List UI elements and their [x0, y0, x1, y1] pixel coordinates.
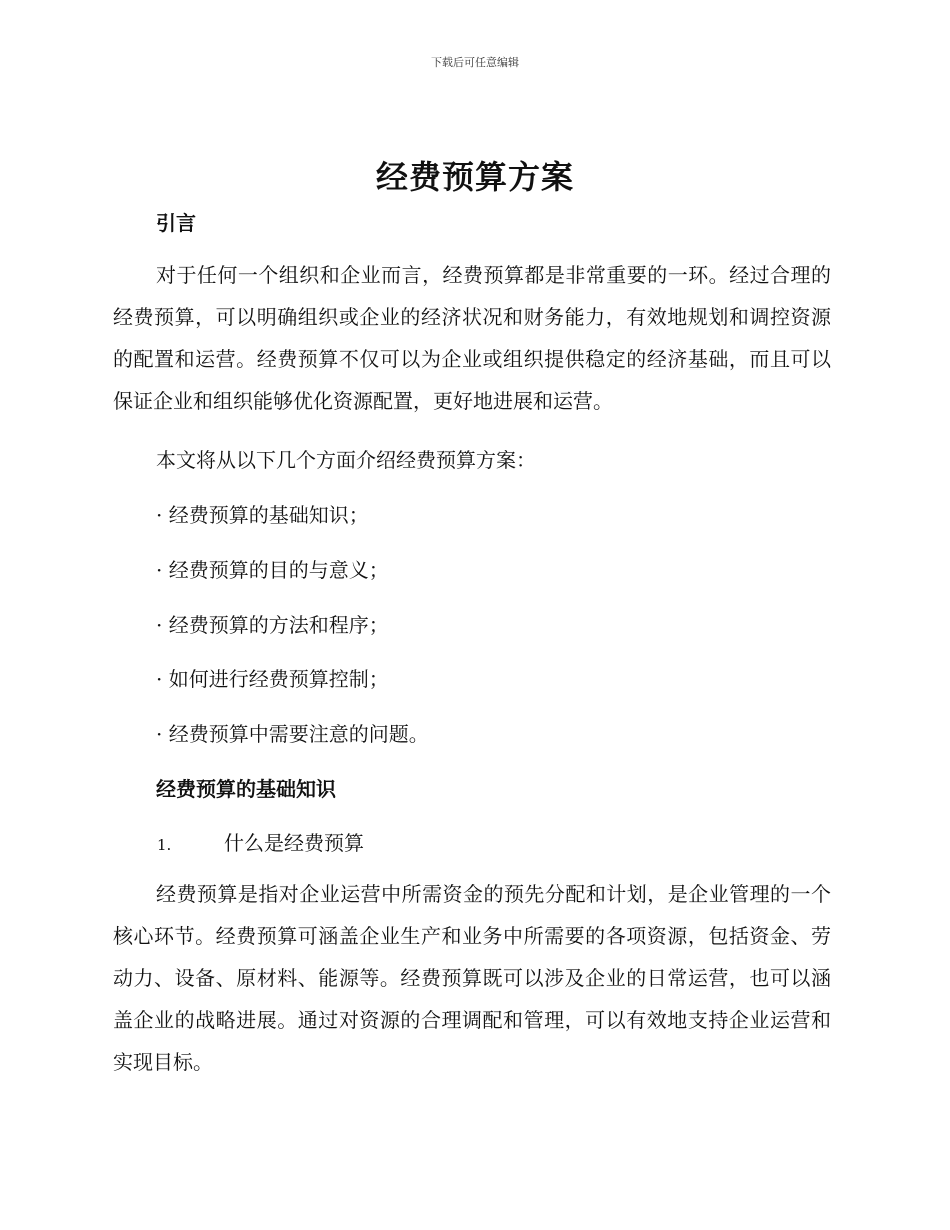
outline-intro: 本文将从以下几个方面介绍经费预算方案：: [156, 448, 536, 472]
bullet-item: · 经费预算的目的与意义；: [156, 558, 389, 582]
bullet-item: · 经费预算中需要注意的问题。: [156, 722, 429, 746]
intro-paragraph: 对于任何一个组织和企业而言，经费预算都是非常重要的一环。经过合理的经费预算，可以明确组织或企业的经济状况和财务能力，有效地规划和调控资源的配置和运营。经费预算不仅可以为企业或组织提供稳定的经济基础，而且可以保证企业和组织能够优化资源配置，更好地进展和运营。: [113, 263, 831, 413]
basics-paragraph: 经费预算是指对企业运营中所需资金的预先分配和计划，是企业管理的一个核心环节。经费预算可涵盖企业生产和业务中所需要的各项资源，包括资金、劳动力、设备、原材料、能源等。经费预算既可以涉及企业的日常运营，也可以涵盖企业的战略进展。通过对资源的合理调配和管理，可以有效地支持企业运营和实现目标。: [113, 882, 831, 1074]
intro-heading: 引言: [156, 211, 196, 235]
header-note: 下载后可任意编辑: [431, 56, 519, 69]
bullet-item: · 经费预算的方法和程序；: [156, 613, 389, 637]
bullet-item: · 如何进行经费预算控制；: [156, 667, 389, 691]
item-text: 什么是经费预算: [224, 831, 364, 855]
basics-heading: 经费预算的基础知识: [156, 777, 336, 801]
page-title: 经费预算方案: [375, 158, 574, 196]
item-number: 1.: [157, 836, 172, 854]
numbered-item: [157, 827, 364, 856]
bullet-item: · 经费预算的基础知识；: [156, 503, 369, 527]
